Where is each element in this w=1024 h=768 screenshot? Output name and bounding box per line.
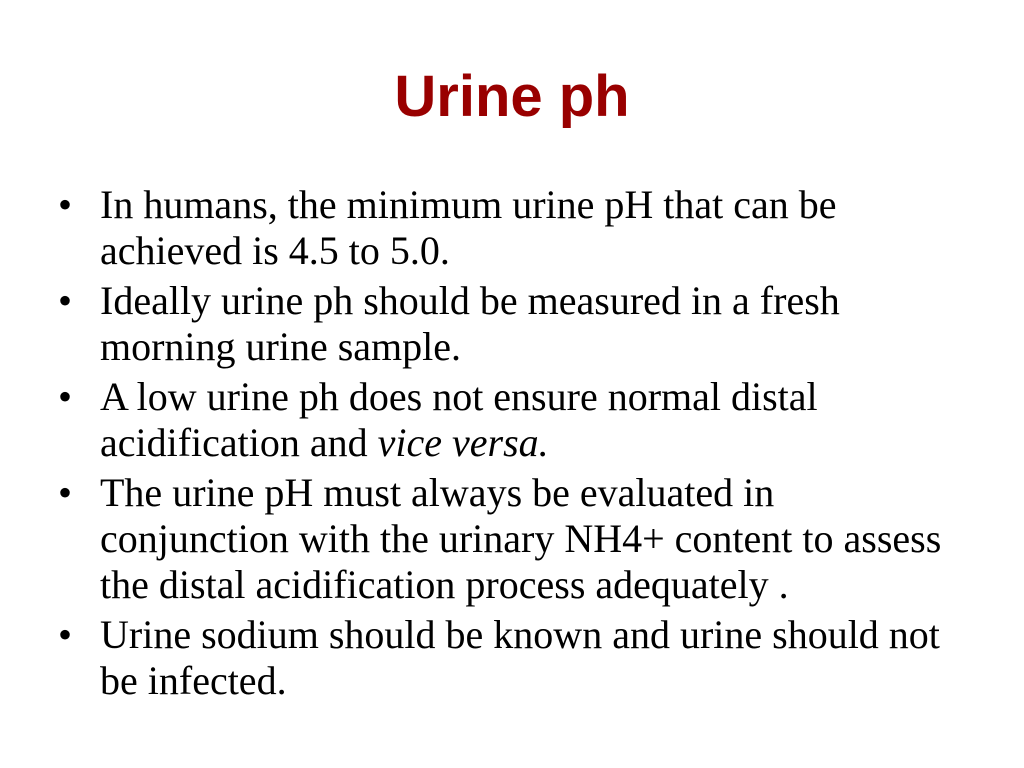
bullet-text: In humans, the minimum urine pH that can be achieved is 4.5 to 5.0. [100,182,837,273]
bullet-text: Urine sodium should be known and urine should not be infected. [100,612,940,703]
bullet-text: Ideally urine ph should be measured in a fresh morning urine sample. [100,278,840,369]
bullet-text-regular: A low urine ph does not ensure normal distal acidification and [100,374,818,465]
bullet-item [58,612,958,704]
bullet-text-italic: vice versa. [377,420,549,465]
bullet-dot-icon: • [58,278,73,323]
slide-title: Urine ph [394,64,630,129]
bullet-dot-icon: • [58,182,73,227]
bullet-list [58,182,958,708]
bullet-text: The urine pH must always be evaluated in conjunction with the urinary NH4+ content to assess the distal acidification process adequately . [100,470,942,607]
bullet-item [58,182,958,274]
bullet-item [58,374,958,466]
bullet-text [100,374,958,466]
bullet-item [58,278,958,370]
bullet-dot-icon: • [58,374,73,419]
bullet-dot-icon: • [58,470,73,515]
bullet-item [58,470,958,608]
bullet-dot-icon: • [58,612,73,657]
